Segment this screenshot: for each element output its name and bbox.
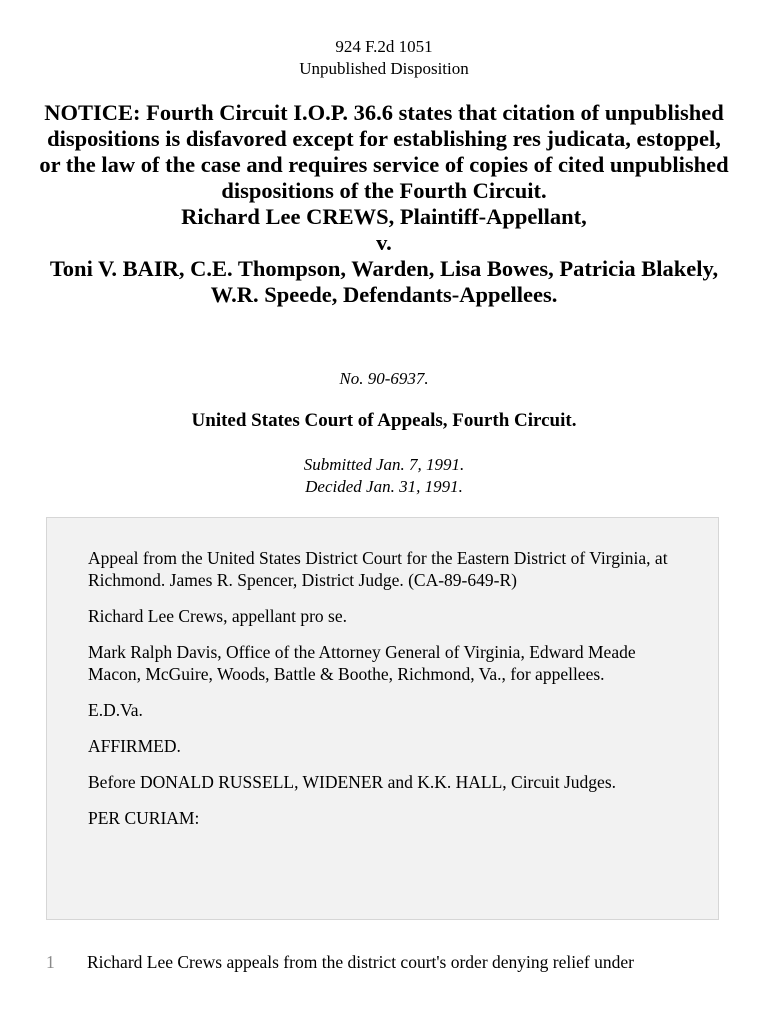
judges-panel: Before DONALD RUSSELL, WIDENER and K.K. HALL, Circuit Judges. <box>88 772 617 792</box>
docket-number: No. 90-6937. <box>339 369 429 388</box>
versus-line: v. <box>376 230 392 255</box>
case-summary-box <box>46 517 719 920</box>
per-curiam-label: PER CURIAM: <box>88 808 200 828</box>
disposition-label: Unpublished Disposition <box>299 59 469 78</box>
case-headline <box>36 100 732 308</box>
appeal-from-text: Appeal from the United States District Court for the Eastern District of Virginia, at Richmond. James R. Spencer, District Judge. (CA-89-649-R) <box>88 548 668 590</box>
paragraph-text: Richard Lee Crews appeals from the district court's order denying relief under <box>87 952 634 972</box>
submitted-date: Submitted Jan. 7, 1991. <box>303 455 465 474</box>
decided-date: Decided Jan. 31, 1991. <box>305 477 463 496</box>
citation-notice: NOTICE: Fourth Circuit I.O.P. 36.6 states that citation of unpublished dispositions is disfavored except for establishing res judicata, estoppel, or the law of the case and requires service of copies of cited unpublished dispositions of the Fourth Circuit. <box>39 100 729 203</box>
plaintiff-line: Richard Lee CREWS, Plaintiff-Appellant, <box>181 204 587 229</box>
appellant-counsel: Richard Lee Crews, appellant pro se. <box>88 606 348 626</box>
appellee-counsel: Mark Ralph Davis, Office of the Attorney General of Virginia, Edward Meade Macon, McGuire, Woods, Battle & Boothe, Richmond, Va., for appellees. <box>88 642 636 684</box>
case-citation-header <box>0 36 768 80</box>
paragraph-number: 1 <box>46 952 55 972</box>
defendants-line: Toni V. BAIR, C.E. Thompson, Warden, Lisa Bowes, Patricia Blakely, W.R. Speede, Defendants-Appellees. <box>49 256 719 307</box>
reporter-citation: 924 F.2d 1051 <box>335 37 433 56</box>
case-outcome: AFFIRMED. <box>88 736 181 756</box>
court-name: United States Court of Appeals, Fourth Circuit. <box>191 410 577 431</box>
case-dates <box>0 454 768 498</box>
lower-court: E.D.Va. <box>88 700 143 720</box>
